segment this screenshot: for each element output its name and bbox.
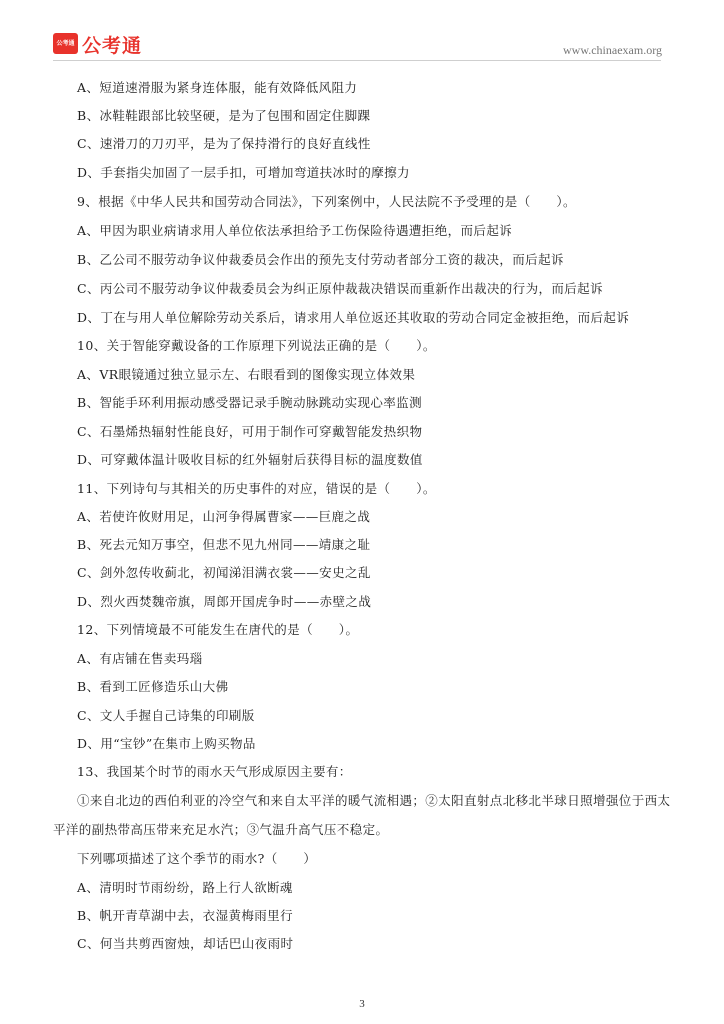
text-line: B、智能手环利用振动感受器记录手腕动脉跳动实现心率监测 bbox=[77, 395, 422, 410]
question-line: 12、下列情境最不可能发生在唐代的是（ ）。 bbox=[77, 622, 359, 637]
text-line: A、清明时节雨纷纷，路上行人欲断魂 bbox=[77, 880, 293, 895]
text-line: C、速滑刀的刀刃平，是为了保持滑行的良好直线性 bbox=[77, 136, 371, 151]
text-line: C、丙公司不服劳动争议仲裁委员会为纠正原仲裁裁决错误而重新作出裁决的行为，而后起诉 bbox=[77, 281, 603, 296]
question-line: 10、关于智能穿戴设备的工作原理下列说法正确的是（ ）。 bbox=[77, 338, 436, 353]
text-line: C、石墨烯热辐射性能良好，可用于制作可穿戴智能发热织物 bbox=[77, 424, 423, 439]
text-line: C、文人手握自己诗集的印刷版 bbox=[77, 708, 255, 723]
text-line: A、甲因为职业病请求用人单位依法承担给予工伤保险待遇遭拒绝，而后起诉 bbox=[77, 223, 513, 238]
text-line: A、若使许攸财用足，山河争得属曹家——巨鹿之战 bbox=[77, 509, 371, 524]
question-line: 11、下列诗句与其相关的历史事件的对应，错误的是（ ）。 bbox=[77, 481, 436, 496]
text-line: B、乙公司不服劳动争议仲裁委员会作出的预先支付劳动者部分工资的裁决，而后起诉 bbox=[77, 252, 564, 267]
text-line: C、何当共剪西窗烛，却话巴山夜雨时 bbox=[77, 936, 294, 951]
logo-icon: 公考通 bbox=[53, 33, 78, 54]
question-line: 9、根据《中华人民共和国劳动合同法》，下列案例中，人民法院不予受理的是（ ）。 bbox=[77, 194, 576, 209]
logo-text: 公考通 bbox=[82, 35, 143, 57]
text-line: B、冰鞋鞋跟部比较坚硬，是为了包围和固定住脚踝 bbox=[77, 108, 371, 123]
text-line: D、用“宝钞”在集市上购买物品 bbox=[77, 736, 256, 751]
text-line: D、烈火西焚魏帝旗，周郎开国虎争时——赤壁之战 bbox=[77, 594, 372, 609]
text-line: D、可穿戴体温计吸收目标的红外辐射后获得目标的温度数值 bbox=[77, 452, 423, 467]
text-line: D、手套指尖加固了一层手扣，可增加弯道扶冰时的摩擦力 bbox=[77, 165, 410, 180]
text-line: B、帆开青草湖中去，衣湿黄梅雨里行 bbox=[77, 908, 293, 923]
question-line: 13、我国某个时节的雨水天气形成原因主要有： bbox=[77, 764, 352, 779]
page-number: 3 bbox=[359, 998, 365, 1010]
text-line: A、短道速滑服为紧身连体服，能有效降低风阻力 bbox=[77, 80, 358, 95]
text-line: 平洋的副热带高压带来充足水汽；③气温升高气压不稳定。 bbox=[53, 822, 389, 837]
text-line: A、有店铺在售卖玛瑙 bbox=[77, 651, 203, 666]
text-line: B、死去元知万事空，但悲不见九州同——靖康之耻 bbox=[77, 537, 371, 552]
text-line: 下列哪项描述了这个季节的雨水?（ ） bbox=[77, 851, 317, 866]
text-line: D、丁在与用人单位解除劳动关系后，请求用人单位返还其收取的劳动合同定金被拒绝，而后起诉 bbox=[77, 310, 630, 325]
text-line: ①来自北边的西伯利亚的冷空气和来自太平洋的暖气流相遇；②太阳直射点北移北半球日照增强位于西太 bbox=[77, 793, 671, 808]
text-line: B、看到工匠修造乐山大佛 bbox=[77, 679, 229, 694]
site-url: www.chinaexam.org bbox=[563, 43, 662, 57]
text-line: C、剑外忽传收蓟北，初闻涕泪满衣裳——安史之乱 bbox=[77, 565, 371, 580]
text-line: A、VR眼镜通过独立显示左、右眼看到的图像实现立体效果 bbox=[77, 367, 416, 382]
